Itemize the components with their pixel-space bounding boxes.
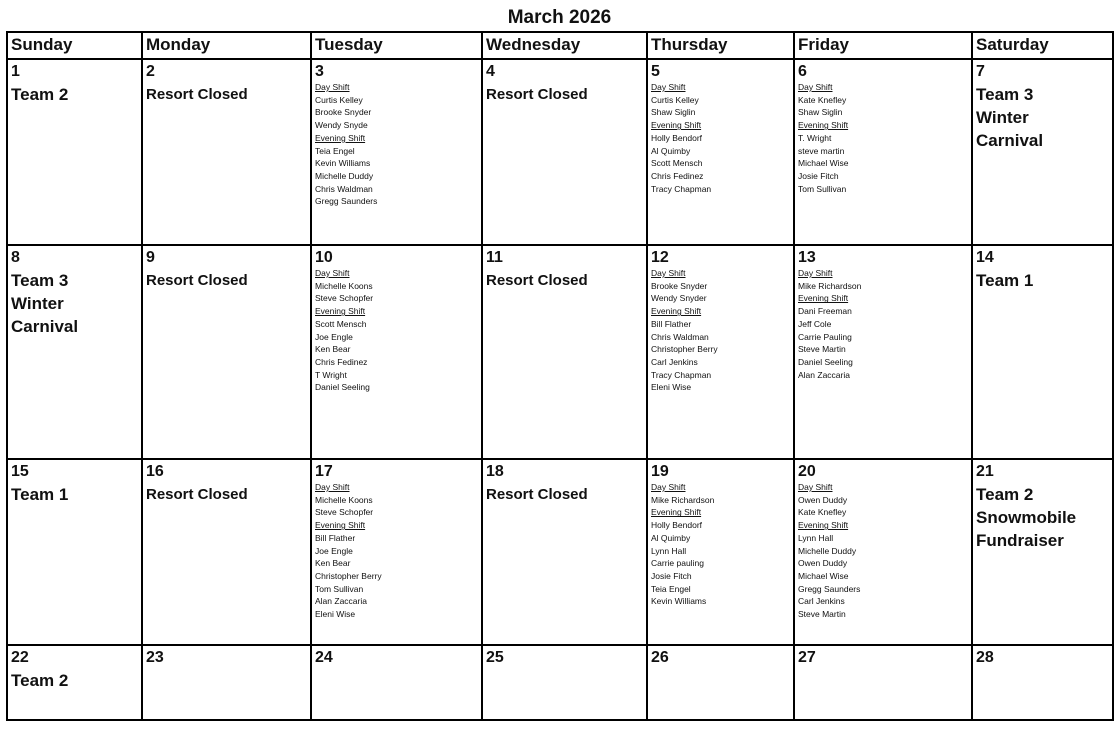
day-number: 8 [11, 249, 20, 266]
day-shift-heading: Day Shift [315, 268, 350, 278]
event-label: Team 2 [976, 485, 1034, 504]
evening-shift-heading: Evening Shift [651, 120, 702, 131]
staff-name: Mike Richardson [651, 494, 715, 505]
day-cell [972, 245, 1113, 459]
event-label: Team 1 [11, 485, 69, 504]
staff-name: Owen Duddy [798, 494, 848, 505]
week-row [7, 459, 1113, 645]
day-number: 6 [798, 63, 807, 80]
day-cell [794, 459, 972, 645]
resort-closed-label: Resort Closed [486, 272, 588, 289]
staff-name: Chris Waldman [315, 183, 373, 194]
day-number: 15 [11, 463, 29, 480]
staff-name: Eleni Wise [651, 382, 692, 393]
day-number: 24 [315, 649, 333, 666]
calendar-title: March 2026 [507, 7, 612, 28]
evening-shift-heading: Evening Shift [315, 306, 366, 317]
day-cell [7, 645, 142, 720]
staff-name: Lynn Hall [798, 532, 834, 543]
day-cell [972, 645, 1113, 720]
staff-name: Michelle Duddy [798, 545, 857, 556]
staff-name: Kate Knefley [798, 507, 847, 518]
day-cell [794, 245, 972, 459]
day-cell [142, 245, 311, 459]
staff-name: Steve Martin [798, 609, 846, 620]
day-cell [482, 645, 647, 720]
weekday-tuesday: Tuesday [311, 32, 482, 59]
day-number: 2 [146, 63, 155, 80]
day-cell [142, 459, 311, 645]
weekday-friday: Friday [794, 32, 972, 59]
day-number: 20 [798, 463, 816, 480]
staff-name: Curtis Kelley [651, 94, 699, 105]
day-number: 5 [651, 63, 660, 80]
staff-name: Michael Wise [798, 158, 849, 169]
staff-name: Kevin Williams [315, 158, 371, 169]
day-cell [482, 245, 647, 459]
day-cell [647, 245, 794, 459]
day-cell [311, 59, 482, 245]
event-label: Carnival [11, 317, 79, 336]
staff-name: Tom Sullivan [315, 583, 364, 594]
staff-name: Al Quimby [651, 145, 691, 156]
day-number: 9 [146, 249, 155, 266]
calendar-grid [6, 31, 1114, 721]
staff-name: Daniel Seeling [798, 356, 853, 367]
staff-name: Tracy Chapman [651, 369, 712, 380]
resort-closed-label: Resort Closed [146, 86, 248, 103]
staff-name: Dani Freeman [798, 306, 852, 317]
evening-shift-heading: Evening Shift [651, 306, 702, 317]
day-cell [647, 645, 794, 720]
event-label: Carnival [976, 131, 1044, 150]
evening-shift-heading: Evening Shift [315, 520, 366, 531]
evening-shift-heading: Evening Shift [798, 293, 849, 304]
staff-name: Carrie pauling [651, 558, 704, 569]
day-number: 28 [976, 649, 994, 666]
staff-name: Carl Jenkins [798, 596, 845, 607]
day-number: 16 [146, 463, 164, 480]
day-number: 22 [11, 649, 29, 666]
staff-name: Christopher Berry [315, 570, 382, 581]
staff-name: Curtis Kelley [315, 94, 363, 105]
staff-name: Wendy Snyde [315, 120, 368, 131]
staff-name: Joe Engle [315, 545, 353, 556]
staff-name: Brooke Snyder [315, 107, 372, 118]
day-cell [482, 459, 647, 645]
week-row [7, 645, 1113, 720]
day-shift-heading: Day Shift [315, 482, 350, 492]
staff-name: T. Wright [798, 132, 832, 143]
staff-name: Bill Flather [651, 318, 692, 329]
day-number: 13 [798, 249, 816, 266]
day-number: 11 [486, 249, 503, 266]
day-number: 12 [651, 249, 669, 266]
staff-name: Carrie Pauling [798, 331, 852, 342]
day-cell [794, 645, 972, 720]
staff-name: Alan Zaccaria [315, 596, 367, 607]
weekday-header-row [7, 32, 1113, 59]
staff-name: T Wright [315, 369, 347, 380]
day-number: 3 [315, 63, 324, 80]
staff-name: Holly Bendorf [651, 132, 703, 143]
day-number: 19 [651, 463, 669, 480]
day-cell [647, 59, 794, 245]
staff-name: Owen Duddy [798, 558, 848, 569]
staff-name: Steve Schopfer [315, 507, 374, 518]
staff-name: Kate Knefley [798, 94, 847, 105]
weekday-thursday: Thursday [647, 32, 794, 59]
staff-name: Steve Schopfer [315, 293, 374, 304]
day-number: 26 [651, 649, 669, 666]
staff-name: Chris Fedinez [315, 356, 368, 367]
staff-name: Shaw Siglin [651, 107, 696, 118]
day-cell [7, 59, 142, 245]
staff-name: Ken Bear [315, 344, 351, 355]
staff-name: steve martin [798, 145, 845, 156]
day-number: 23 [146, 649, 164, 666]
staff-name: Christopher Berry [651, 344, 718, 355]
staff-name: Carl Jenkins [651, 356, 698, 367]
staff-name: Tracy Chapman [651, 183, 712, 194]
day-cell [972, 459, 1113, 645]
weekday-monday: Monday [142, 32, 311, 59]
staff-name: Al Quimby [651, 532, 691, 543]
weekday-saturday: Saturday [972, 32, 1113, 59]
staff-name: Scott Mensch [315, 318, 367, 329]
staff-name: Holly Bendorf [651, 520, 703, 531]
staff-name: Teia Engel [315, 145, 355, 156]
event-label: Fundraiser [976, 531, 1064, 550]
day-number: 7 [976, 63, 985, 80]
staff-name: Joe Engle [315, 331, 353, 342]
event-label: Winter [976, 108, 1029, 127]
staff-name: Jeff Cole [798, 318, 832, 329]
day-cell [7, 459, 142, 645]
day-cell [311, 245, 482, 459]
staff-name: Teia Engel [651, 583, 691, 594]
staff-name: Steve Martin [798, 344, 846, 355]
staff-name: Ken Bear [315, 558, 351, 569]
day-number: 27 [798, 649, 816, 666]
staff-name: Michelle Duddy [315, 170, 374, 181]
day-cell [142, 59, 311, 245]
staff-name: Bill Flather [315, 532, 356, 543]
day-cell [647, 459, 794, 645]
staff-name: Lynn Hall [651, 545, 687, 556]
staff-name: Eleni Wise [315, 609, 356, 620]
staff-name: Gregg Saunders [798, 583, 861, 594]
staff-name: Michael Wise [798, 570, 849, 581]
day-number: 14 [976, 249, 994, 266]
staff-name: Chris Waldman [651, 331, 709, 342]
day-shift-heading: Day Shift [798, 268, 833, 278]
day-shift-heading: Day Shift [798, 82, 833, 92]
day-cell [482, 59, 647, 245]
staff-name: Kevin Williams [651, 596, 707, 607]
event-label: Snowmobile [976, 508, 1077, 527]
day-number: 1 [11, 63, 20, 80]
resort-closed-label: Resort Closed [146, 272, 248, 289]
week-row [7, 245, 1113, 459]
day-shift-heading: Day Shift [315, 82, 350, 92]
event-label: Team 1 [976, 271, 1034, 290]
event-label: Team 3 [11, 271, 69, 290]
staff-name: Mike Richardson [798, 280, 862, 291]
day-cell [311, 459, 482, 645]
staff-name: Alan Zaccaria [798, 369, 850, 380]
staff-name: Gregg Saunders [315, 196, 378, 207]
day-number: 10 [315, 249, 333, 266]
day-shift-heading: Day Shift [651, 82, 686, 92]
event-label: Winter [11, 294, 64, 313]
day-number: 21 [976, 463, 994, 480]
day-cell [972, 59, 1113, 245]
day-cell [142, 645, 311, 720]
week-row [7, 59, 1113, 245]
day-shift-heading: Day Shift [651, 482, 686, 492]
staff-name: Daniel Seeling [315, 382, 370, 393]
day-number: 25 [486, 649, 504, 666]
staff-name: Josie Fitch [798, 170, 839, 181]
day-number: 18 [486, 463, 504, 480]
evening-shift-heading: Evening Shift [651, 507, 702, 518]
staff-name: Scott Mensch [651, 158, 703, 169]
evening-shift-heading: Evening Shift [798, 120, 849, 131]
day-cell [7, 245, 142, 459]
evening-shift-heading: Evening Shift [315, 132, 366, 143]
resort-closed-label: Resort Closed [486, 86, 588, 103]
evening-shift-heading: Evening Shift [798, 520, 849, 531]
resort-closed-label: Resort Closed [146, 486, 248, 503]
event-label: Team 2 [11, 85, 69, 104]
day-number: 4 [486, 63, 495, 80]
staff-name: Chris Fedinez [651, 170, 704, 181]
event-label: Team 2 [11, 671, 69, 690]
staff-name: Shaw Siglin [798, 107, 843, 118]
day-number: 17 [315, 463, 333, 480]
day-shift-heading: Day Shift [651, 268, 686, 278]
staff-name: Wendy Snyder [651, 293, 707, 304]
day-cell [311, 645, 482, 720]
weekday-sunday: Sunday [7, 32, 142, 59]
staff-name: Michelle Koons [315, 280, 373, 291]
staff-name: Brooke Snyder [651, 280, 708, 291]
staff-name: Michelle Koons [315, 494, 373, 505]
staff-name: Josie Fitch [651, 570, 692, 581]
day-cell [794, 59, 972, 245]
staff-name: Tom Sullivan [798, 183, 847, 194]
event-label: Team 3 [976, 85, 1034, 104]
weekday-wednesday: Wednesday [482, 32, 647, 59]
day-shift-heading: Day Shift [798, 482, 833, 492]
resort-closed-label: Resort Closed [486, 486, 588, 503]
